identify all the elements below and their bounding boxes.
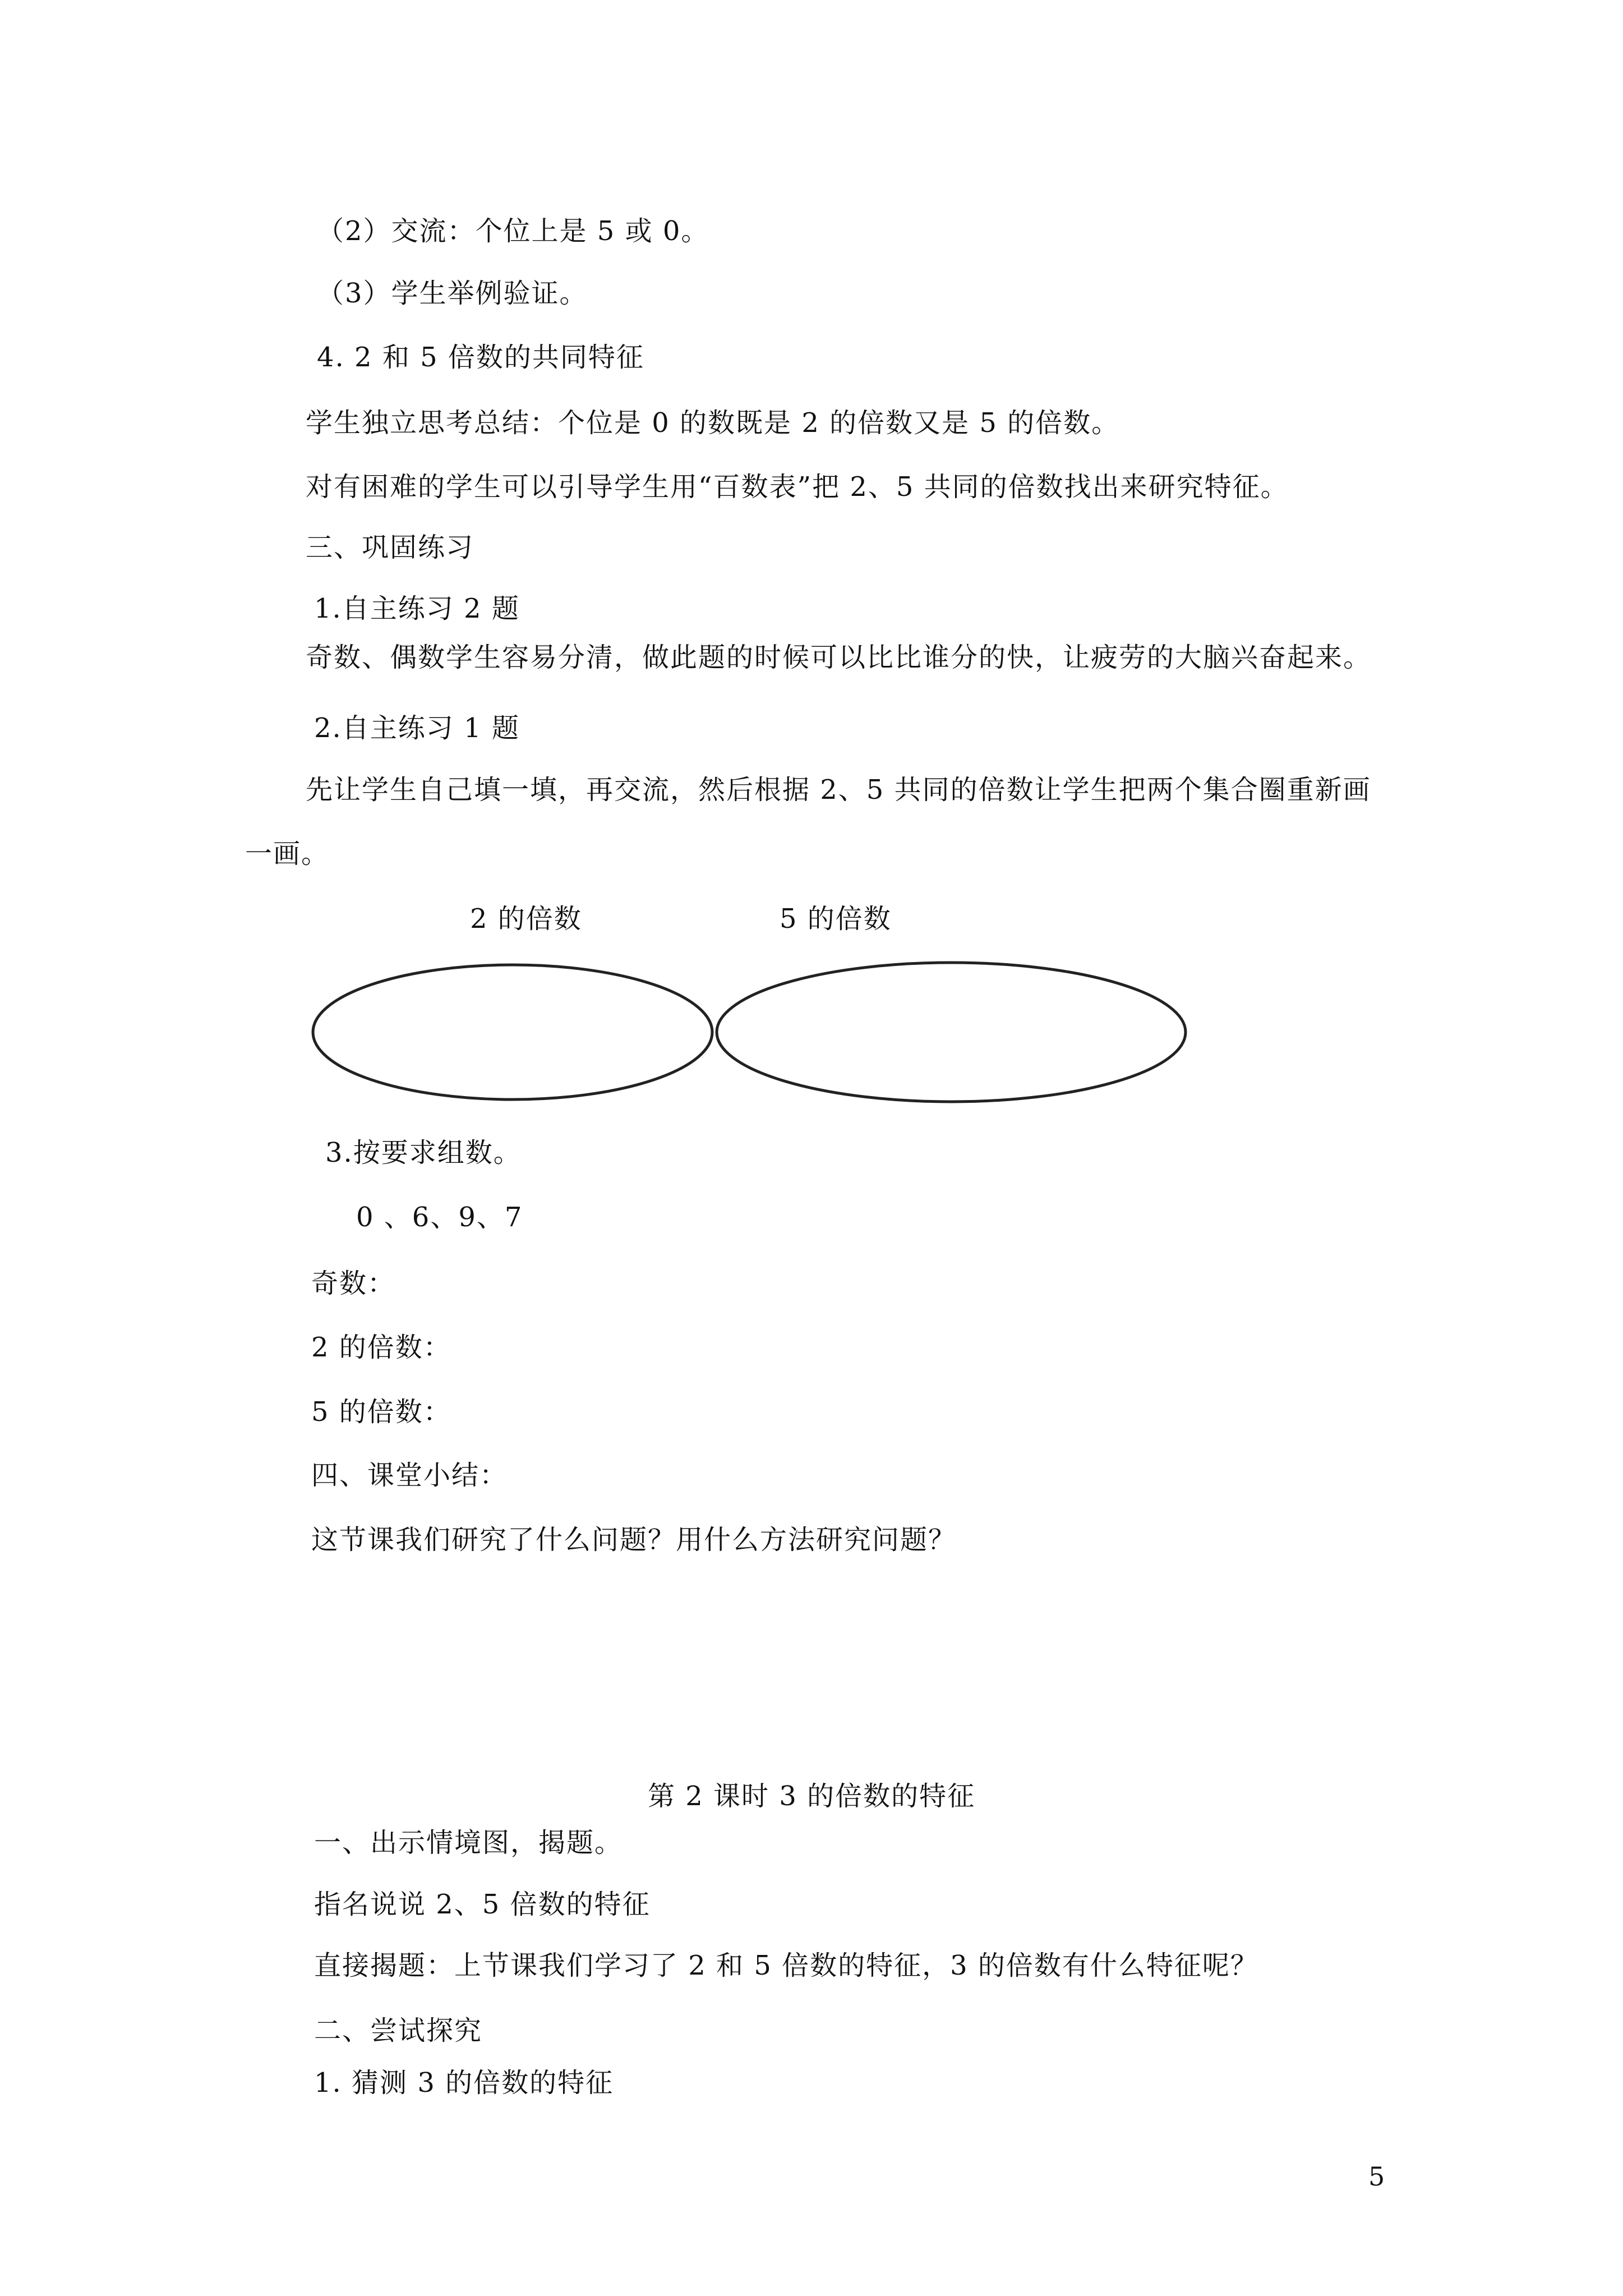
set-circle-left <box>313 965 712 1099</box>
set-circles-diagram <box>308 954 1195 1111</box>
paragraph-line: 奇数、偶数学生容易分清，做此题的时候可以比比谁分的快，让疲劳的大脑兴奋起来。 <box>306 642 1372 673</box>
section-heading: 4. 2 和 5 倍数的共同特征 <box>317 342 644 373</box>
exercise-heading: 2.自主练习 1 题 <box>314 712 520 744</box>
section-heading: 一、出示情境图，揭题。 <box>314 1827 623 1858</box>
paragraph-line: （3）学生举例验证。 <box>317 278 588 309</box>
venn-label-right: 5 的倍数 <box>780 903 892 935</box>
page-number: 5 <box>1368 2161 1386 2192</box>
paragraph-line: 直接揭题：上节课我们学习了 2 和 5 倍数的特征，3 的倍数有什么特征呢？ <box>314 1950 1258 1981</box>
paragraph-line: 先让学生自己填一填，再交流，然后根据 2、5 共同的倍数让学生把两个集合圈重新画 <box>306 774 1371 806</box>
section-heading: 四、课堂小结： <box>311 1460 508 1491</box>
venn-label-left: 2 的倍数 <box>470 903 582 935</box>
paragraph-line: 这节课我们研究了什么问题？用什么方法研究问题？ <box>311 1524 957 1556</box>
section-heading: 二、尝试探究 <box>314 2015 483 2046</box>
section-heading: 三、巩固练习 <box>306 532 474 563</box>
number-list: 0 、6、9、7 <box>356 1202 523 1233</box>
fill-in-line: 奇数： <box>311 1268 396 1299</box>
lesson-title: 第 2 课时 3 的倍数的特征 <box>648 1780 976 1812</box>
paragraph-line: （2）交流：个位上是 5 或 0。 <box>317 215 709 247</box>
paragraph-line: 学生独立思考总结：个位是 0 的数既是 2 的倍数又是 5 的倍数。 <box>306 407 1120 439</box>
paragraph-line: 对有困难的学生可以引导学生用“百数表”把 2、5 共同的倍数找出来研究特征。 <box>306 471 1289 503</box>
paragraph-line: 一画。 <box>245 838 330 869</box>
exercise-heading: 1.自主练习 2 题 <box>314 593 520 624</box>
fill-in-line: 2 的倍数： <box>311 1332 451 1363</box>
exercise-heading: 1. 猜测 3 的倍数的特征 <box>314 2067 614 2099</box>
paragraph-line: 指名说说 2、5 倍数的特征 <box>314 1889 651 1920</box>
fill-in-line: 5 的倍数： <box>311 1396 451 1428</box>
set-circle-right <box>717 963 1186 1102</box>
exercise-heading: 3.按要求组数。 <box>325 1137 522 1168</box>
